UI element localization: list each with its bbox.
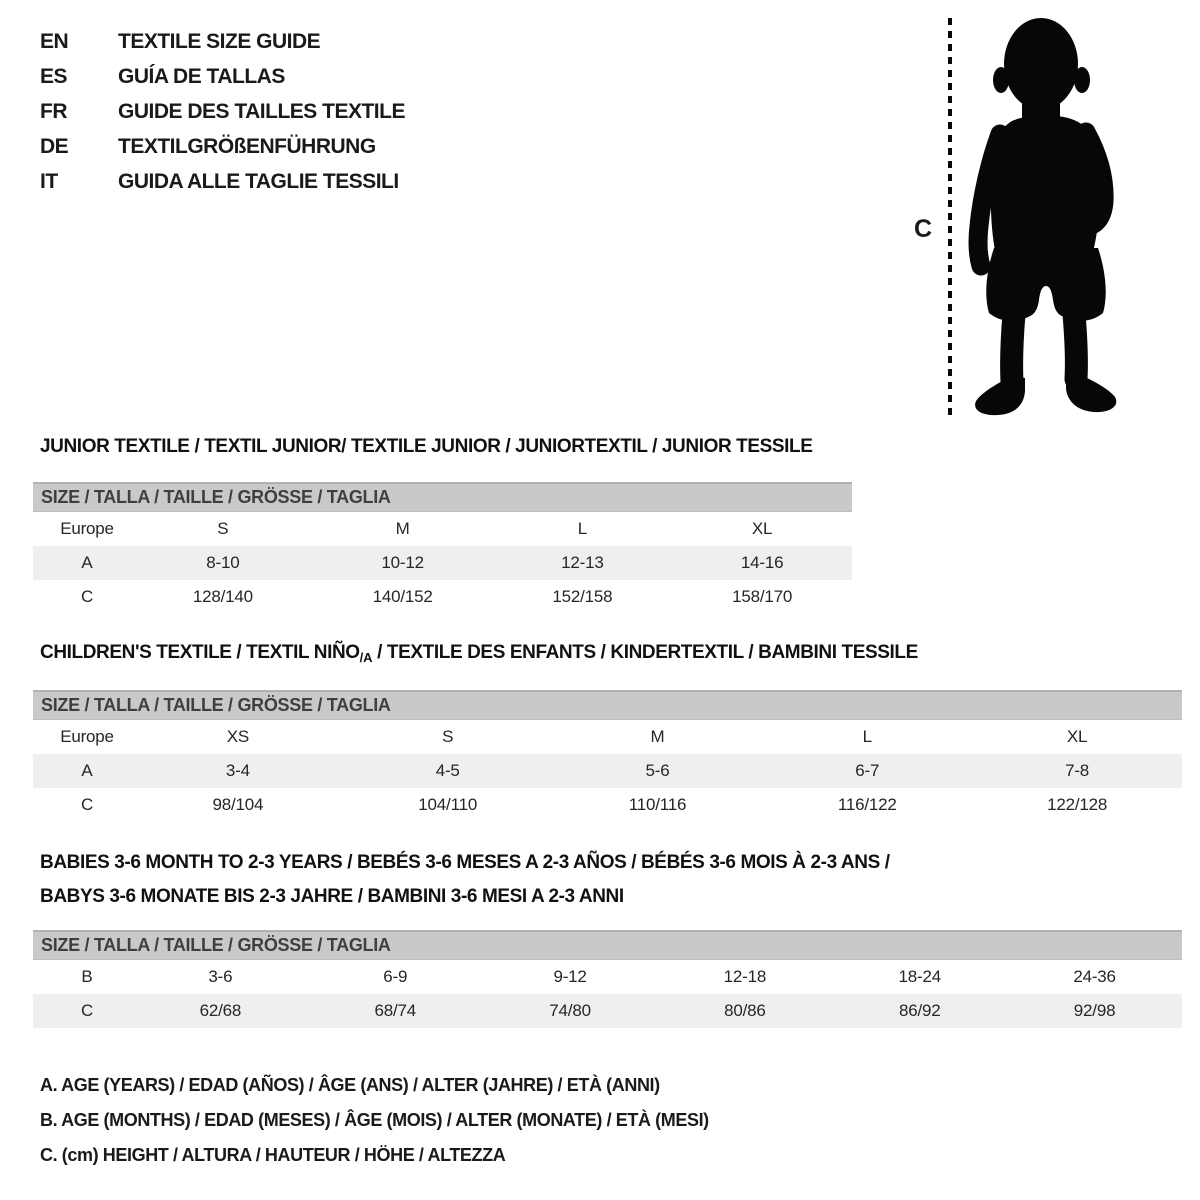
table-cell: 24-36 (1073, 967, 1116, 986)
table-cell: 7-8 (1065, 761, 1090, 780)
table-cell: 14-16 (740, 553, 784, 572)
section-heading-line (40, 846, 890, 880)
silhouette-shape (975, 18, 1116, 415)
measure-label-c: C (914, 215, 932, 243)
table-row (33, 580, 852, 614)
language-title: GUIDA ALLE TAGLIE TESSILI (118, 169, 399, 193)
children-size-table-block (33, 690, 1182, 822)
size-bar-label: SIZE / TALLA / TAILLE / GRÖSSE / TAGLIA (41, 935, 391, 955)
table-row (33, 754, 1182, 788)
language-code: FR (40, 99, 67, 123)
table-cell: 62/68 (199, 1001, 242, 1020)
table-cell: S (442, 727, 454, 746)
table-cell: L (862, 727, 872, 746)
table-cell: 92/98 (1073, 1001, 1116, 1020)
table-cell: 80/86 (724, 1001, 766, 1020)
language-title: GUIDE DES TAILLES TEXTILE (118, 99, 405, 123)
table-row (33, 788, 1182, 822)
section-heading-text: / TEXTILE DES ENFANTS / KINDERTEXTIL / BAMBINI TESSILE (372, 642, 918, 663)
language-code: DE (40, 134, 69, 158)
language-title: TEXTILE SIZE GUIDE (118, 29, 321, 53)
table-cell: 5-6 (645, 761, 670, 780)
table-row (33, 994, 1182, 1028)
row-label: Europe (60, 519, 114, 538)
language-title: TEXTILGRÖßENFÜHRUNG (118, 134, 376, 158)
table-row (33, 720, 1182, 754)
language-code: IT (40, 169, 58, 193)
table-cell: 10-12 (381, 553, 424, 572)
height-measure-line (948, 18, 952, 418)
table-cell: 8-10 (206, 553, 240, 572)
table-cell: 152/158 (552, 587, 613, 606)
language-code: ES (40, 64, 68, 88)
language-code: EN (40, 29, 69, 53)
table-cell: M (650, 727, 665, 746)
row-label: C (80, 587, 94, 606)
table-cell: XL (751, 519, 773, 538)
table-cell: 68/74 (374, 1001, 417, 1020)
footnote: A. AGE (YEARS) / EDAD (AÑOS) / ÂGE (ANS) / ALTER (JAHRE) / ETÀ (ANNI) (40, 1075, 660, 1095)
section-heading-text: JUNIOR TEXTILE / TEXTIL JUNIOR/ TEXTILE JUNIOR / JUNIORTEXTIL / JUNIOR TESSILE (40, 436, 813, 457)
language-row (40, 59, 405, 94)
table-cell: S (217, 519, 229, 538)
table-cell: 18-24 (898, 967, 941, 986)
table-cell: 86/92 (898, 1001, 941, 1020)
table-cell: 9-12 (553, 967, 587, 986)
row-label: C (80, 795, 94, 814)
table-row (33, 960, 1182, 994)
section-heading-line (40, 642, 918, 664)
language-row (40, 129, 405, 164)
section-heading-text: BABIES 3-6 MONTH TO 2-3 YEARS / BEBÉS 3-6 MESES A 2-3 AÑOS / BÉBÉS 3-6 MOIS À 2-3 ANS / (40, 852, 890, 873)
section-heading-line (40, 880, 890, 914)
table-cell: 122/128 (1047, 795, 1108, 814)
table-cell: 12-13 (561, 553, 604, 572)
language-row (40, 164, 405, 199)
size-bar-label: SIZE / TALLA / TAILLE / GRÖSSE / TAGLIA (41, 487, 391, 507)
footnote: B. AGE (MONTHS) / EDAD (MESES) / ÂGE (MOIS) / ALTER (MONATE) / ETÀ (MESI) (40, 1110, 709, 1130)
size-bar-label: SIZE / TALLA / TAILLE / GRÖSSE / TAGLIA (41, 695, 391, 715)
language-title: GUÍA DE TALLAS (118, 64, 285, 88)
table-row (33, 546, 852, 580)
section-heading-text: BABYS 3-6 MONATE BIS 2-3 JAHRE / BAMBINI 3-6 MESI A 2-3 ANNI (40, 886, 624, 907)
table-cell: 158/170 (732, 587, 793, 606)
size-bar (33, 690, 1182, 720)
table-cell: 6-7 (855, 761, 880, 780)
table-cell: 3-6 (208, 967, 233, 986)
toddler-silhouette (962, 16, 1138, 420)
table-cell: XS (226, 727, 250, 746)
table-cell: L (577, 519, 587, 538)
table-cell: 6-9 (383, 967, 408, 986)
table-cell: 3-4 (225, 761, 250, 780)
footnotes (40, 1068, 709, 1173)
section-heading-text: /A (359, 650, 373, 665)
size-bar (33, 930, 1182, 960)
language-row (40, 94, 405, 129)
footnote: C. (cm) HEIGHT / ALTURA / HAUTEUR / HÖHE / ALTEZZA (40, 1145, 506, 1165)
section-heading-text: CHILDREN'S TEXTILE / TEXTIL NIÑO (40, 642, 360, 663)
row-label: Europe (60, 727, 114, 746)
table-row (33, 512, 852, 546)
table-cell: 74/80 (549, 1001, 591, 1020)
table-cell: 98/104 (212, 795, 264, 814)
children-section-heading (40, 642, 918, 664)
babies-section-heading (40, 846, 890, 914)
size-bar (33, 482, 852, 512)
row-label: C (80, 1001, 94, 1020)
row-label: B (81, 967, 93, 986)
table-cell: 140/152 (372, 587, 433, 606)
table-cell: 12-18 (723, 967, 767, 986)
table-cell: 110/116 (628, 795, 687, 814)
table-cell: 116/122 (837, 795, 897, 814)
row-label: A (81, 761, 93, 780)
junior-size-table-block (33, 482, 852, 614)
table-cell: M (395, 519, 410, 538)
size-table (33, 512, 852, 614)
table-cell: 104/110 (418, 795, 478, 814)
babies-size-table-block (33, 930, 1182, 1028)
junior-section-heading (40, 436, 813, 458)
language-header (40, 24, 405, 199)
size-table (33, 960, 1182, 1028)
row-label: A (81, 553, 93, 572)
section-heading-line (40, 436, 813, 458)
language-row (40, 24, 405, 59)
size-table (33, 720, 1182, 822)
table-cell: 4-5 (435, 761, 460, 780)
table-cell: 128/140 (192, 587, 253, 606)
table-cell: XL (1066, 727, 1088, 746)
